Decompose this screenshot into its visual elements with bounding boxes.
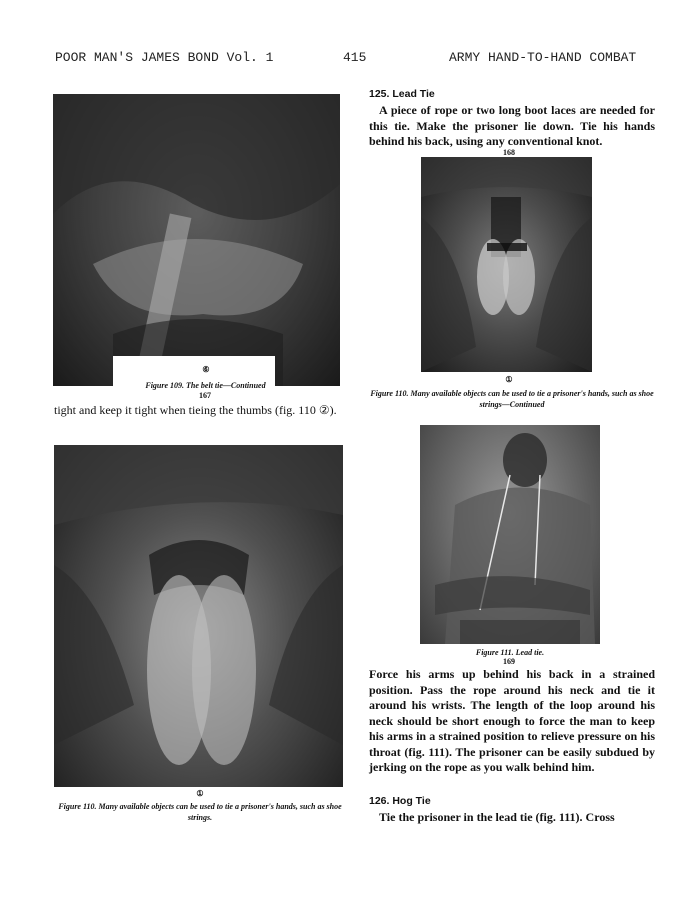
figure-110-continued-caption: Figure 110. Many available objects can be used to tie a prisoner's hands, such as shoe strings—Continued — [370, 389, 654, 409]
page-ref-167: 167 — [199, 391, 211, 400]
figure-110-continued-plate-marker: ① — [505, 375, 513, 384]
figure-110-caption: Figure 110. Many available objects can be used to tie a prisoner's hands, such as shoe strings. — [58, 802, 342, 822]
section-126-title: 126. Hog Tie — [369, 795, 431, 807]
figure-109-caption: Figure 109. The belt tie—Continued — [145, 381, 266, 390]
section-125-title: 125. Lead Tie — [369, 88, 435, 100]
running-header-section: ARMY HAND-TO-HAND COMBAT — [449, 50, 637, 65]
continuation-paragraph: tight and keep it tight when tieing the thumbs (fig. 110 ②). — [54, 403, 337, 417]
section-125-continued-paragraph: Force his arms up behind his back in a strained position. Pass the rope around his neck and tie it around his wrists. The length of the loop around his neck should be short enough to force the man to keep his arms in a strained position to relieve pressure on his throat (fig. 111). The prisoner can be easily subdued by jerking on the rope as you walk behind him. — [369, 667, 655, 774]
figure-110-plate-marker: ① — [196, 789, 204, 798]
page-ref-168: 168 — [503, 148, 515, 157]
running-header-title: POOR MAN'S JAMES BOND Vol. 1 — [55, 50, 274, 65]
page-number: 415 — [343, 50, 367, 65]
figure-111-photo — [420, 425, 600, 644]
section-126-paragraph: Tie the prisoner in the lead tie (fig. 111). Cross — [379, 810, 615, 824]
figure-109-photo — [53, 94, 340, 386]
section-125-paragraph: A piece of rope or two long boot laces are needed for this tie. Make the prisoner lie down. Tie his hands behind his back, using any conventional knot. — [369, 103, 655, 148]
figure-109-plate-marker: ⑥ — [202, 365, 210, 374]
figure-110-photo — [54, 445, 343, 787]
figure-110-continued-photo — [421, 157, 592, 372]
figure-111-caption: Figure 111. Lead tie. — [475, 648, 545, 657]
page-ref-169: 169 — [503, 657, 515, 666]
